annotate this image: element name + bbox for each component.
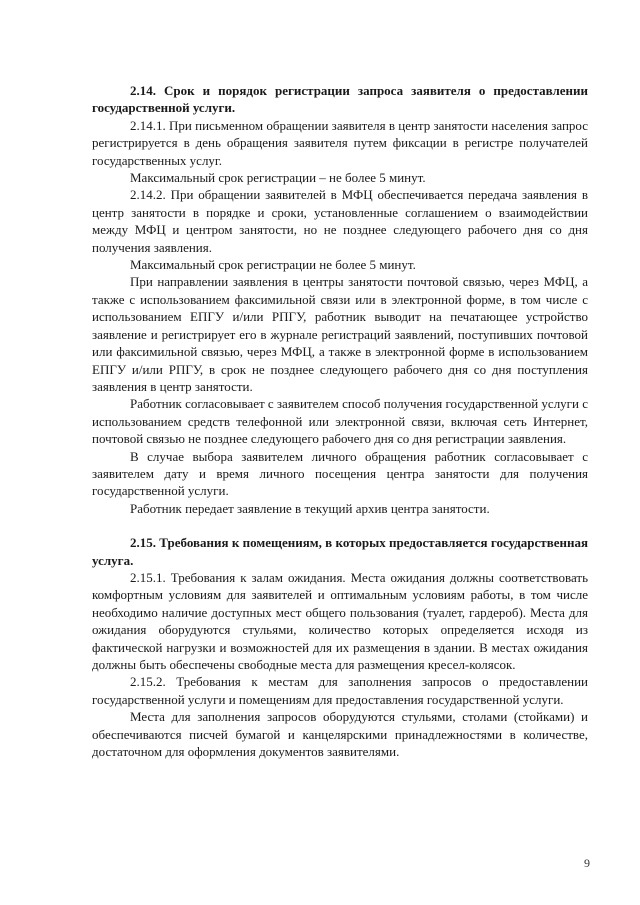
paragraph: Максимальный срок регистрации – не более 5 минут. — [130, 170, 426, 186]
document-body — [92, 82, 588, 760]
paragraph: Максимальный срок регистрации не более 5 минут. — [130, 257, 416, 273]
paragraph: При направлении заявления в центры занятости почтовой связью, через МФЦ, а также с использованием факсимильной связи или в электронной форме, в том числе с использованием ЕПГУ и/или РПГУ, работник выводит на печатающее устройство заявление и регистрирует его в журнале регистраций заявлений, поступивших почтовой или факсимильной связью, через МФЦ, а также в электронной форме в использованием ЕПГУ и/или РПГУ, в срок не позднее следующего рабочего дня со дня поступления заявления в центр занятости. — [92, 274, 588, 394]
section-heading-2-14: 2.14. Срок и порядок регистрации запроса заявителя о предоставлении государственной услуги. — [92, 83, 588, 116]
paragraph: Работник передает заявление в текущий архив центра занятости. — [130, 500, 490, 516]
paragraph: 2.15.1. Требования к залам ожидания. Места ожидания должны соответствовать комфортным условиям для заявителей и оптимальным условиям работы, в том числе необходимо наличие доступных мест общего пользования (туалет, гардероб). Места для ожидания оборудуются стульями, количество которых определяется исходя из фактической нагрузки и возможностей для их размещения в здании. В местах ожидания должны быть обеспечены свободные места для размещения кресел-колясок. — [92, 569, 588, 672]
section-heading-2-15: 2.15. Требования к помещениям, в которых предоставляется государственная услуга. — [92, 535, 588, 568]
section-spacer — [92, 517, 588, 534]
page-number: 9 — [584, 856, 590, 870]
paragraph: 2.14.2. При обращении заявителей в МФЦ обеспечивается передача заявления в центр занятости в порядке и сроки, установленные соглашением о взаимодействии между МФЦ и центром занятости, но не позднее следующего рабочего дня со дня получения заявления. — [92, 187, 588, 255]
paragraph: 2.14.1. При письменном обращении заявителя в центр занятости населения запрос регистрируется в день обращения заявителя путем фиксации в регистре получателей государственных услуг. — [92, 117, 588, 168]
paragraph: Работник согласовывает с заявителем способ получения государственной услуги с использованием средств телефонной или электронной связи, включая сеть Интернет, почтовой связью не позднее следующего рабочего дня со дня регистрации заявления. — [92, 396, 588, 447]
paragraph: 2.15.2. Требования к местам для заполнения запросов о предоставлении государственной услуги и помещениям для предоставления государственной услуги. — [92, 674, 588, 707]
paragraph: В случае выбора заявителем личного обращения работник согласовывает с заявителем дату и время личного посещения центра занятости для получения государственной услуги. — [92, 448, 588, 499]
paragraph: Места для заполнения запросов оборудуются стульями, столами (стойками) и обеспечиваются писчей бумагой и канцелярскими принадлежностями в количестве, достаточном для оформления документов заявителями. — [92, 709, 588, 760]
